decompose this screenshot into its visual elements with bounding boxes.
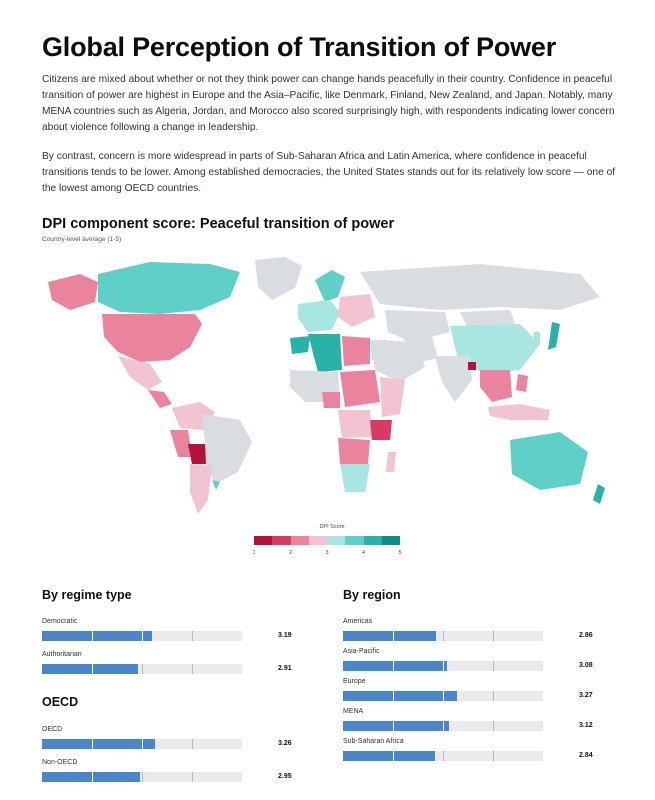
bar-value-label: 2.84 (579, 752, 593, 759)
bar-gridline (142, 631, 143, 641)
bar-item (42, 726, 298, 749)
legend-tick-label: 2 (288, 550, 293, 556)
bar-item (343, 738, 599, 761)
bar-value-label: 3.27 (579, 692, 593, 699)
bar-item (343, 648, 599, 671)
section-title-regime: By regime type (42, 588, 132, 602)
region-tanzania (370, 420, 392, 440)
legend-swatch (272, 536, 290, 545)
bar-category-label: OECD (42, 726, 63, 733)
bar-item (343, 708, 599, 731)
region-philippines (516, 374, 528, 392)
region-southeast-asia (480, 370, 512, 402)
bar-gridline (443, 661, 444, 671)
bar-gridline (142, 664, 143, 674)
bar-gridline (443, 751, 444, 761)
bar-row (42, 739, 298, 749)
bar-gridline (393, 661, 394, 671)
bar-fill (343, 631, 436, 641)
bar-category-label: Asia-Pacific (343, 648, 380, 655)
legend-swatch (309, 536, 327, 545)
bar-value-label: 3.12 (579, 722, 593, 729)
region-morocco (290, 336, 310, 354)
bar-gridline (142, 739, 143, 749)
bar-row (343, 661, 599, 671)
bar-gridline (393, 631, 394, 641)
legend-title: DPI Score (319, 524, 345, 530)
legend-ticks (254, 550, 400, 560)
bar-item (42, 618, 298, 641)
contrast-paragraph: By contrast, concern is more widespread in parts of Sub-Saharan Africa and Latin America, where confidence in peaceful transitions tends to be lower. Among established democracies, the United States stands out for its relatively low score — one of the lowest among OECD countries. (42, 151, 616, 194)
section-title-oecd: OECD (42, 695, 79, 709)
page-title: Global Perception of Transition of Power (42, 32, 557, 62)
region-usa (102, 314, 202, 362)
region-greenland (255, 257, 302, 300)
bar-value-label: 2.91 (278, 665, 292, 672)
region-india (435, 356, 472, 402)
bar-category-label: Authoritarian (42, 651, 82, 658)
legend-tick-label: 4 (361, 550, 366, 556)
bar-gridline (393, 751, 394, 761)
region-madagascar (386, 452, 396, 472)
bar-fill (343, 661, 447, 671)
legend-color-scale (254, 536, 400, 545)
bar-gridline (92, 739, 93, 749)
legend-tick-label: 3 (325, 550, 329, 556)
bar-row (42, 664, 298, 674)
bar-gridline (493, 691, 494, 701)
legend-swatch (364, 536, 382, 545)
bar-value-label: 3.19 (278, 632, 292, 639)
world-choropleth-map (40, 252, 620, 522)
bar-gridline (393, 721, 394, 731)
legend-swatch (382, 536, 400, 545)
bar-gridline (393, 691, 394, 701)
bar-category-label: MENA (343, 708, 364, 715)
legend-swatch (327, 536, 345, 545)
region-southern-africa (340, 464, 370, 492)
bar-gridline (443, 631, 444, 641)
map-subtitle: Country-level average (1-5) (42, 236, 122, 243)
legend-swatch (345, 536, 363, 545)
region-bolivia (188, 444, 208, 464)
bar-category-label: Sub-Saharan Africa (343, 738, 404, 745)
bar-gridline (192, 664, 193, 674)
bar-category-label: Democratic (42, 618, 78, 625)
legend-swatch (291, 536, 309, 545)
region-central-africa (340, 370, 380, 407)
bar-item (343, 678, 599, 701)
region-peru (170, 430, 192, 457)
bar-fill (42, 664, 138, 674)
region-canada (98, 262, 240, 314)
region-indonesia (488, 404, 550, 420)
region-egypt (370, 340, 388, 360)
region-russia (360, 264, 600, 310)
bar-fill (343, 691, 457, 701)
bar-gridline (443, 721, 444, 731)
bar-gridline (493, 751, 494, 761)
region-new-zealand (593, 484, 605, 504)
legend-swatch (254, 536, 272, 545)
region-east-africa (380, 377, 405, 417)
bar-gridline (493, 721, 494, 731)
bar-fill (343, 721, 449, 731)
region-central-america (148, 390, 172, 408)
bar-row (343, 691, 599, 701)
region-australia (510, 432, 588, 490)
bar-category-label: Non-OECD (42, 759, 78, 766)
bar-gridline (443, 691, 444, 701)
bar-gridline (493, 631, 494, 641)
region-japan (548, 322, 560, 350)
bar-category-label: Americas (343, 618, 373, 625)
bar-fill (42, 631, 152, 641)
bar-value-label: 2.95 (278, 773, 292, 780)
bar-row (42, 631, 298, 641)
bar-value-label: 3.26 (278, 740, 292, 747)
bar-fill (343, 751, 435, 761)
bar-item (343, 618, 599, 641)
region-bangladesh (468, 362, 476, 370)
map-title: DPI component score: Peaceful transition of power (42, 216, 395, 232)
section-title-region: By region (343, 588, 401, 602)
bar-gridline (92, 664, 93, 674)
region-angola-zambia (338, 438, 370, 464)
region-algeria (308, 334, 342, 372)
bar-gridline (92, 772, 93, 782)
bar-gridline (493, 661, 494, 671)
bar-gridline (192, 631, 193, 641)
bar-row (343, 631, 599, 641)
bar-value-label: 2.86 (579, 632, 593, 639)
region-alaska (48, 274, 98, 310)
bar-gridline (92, 631, 93, 641)
bar-row (42, 772, 298, 782)
bar-gridline (192, 772, 193, 782)
region-argentina-chile (190, 464, 212, 514)
bar-row (343, 721, 599, 731)
region-eastern-europe (338, 294, 375, 327)
region-korea (534, 332, 540, 344)
bar-row (343, 751, 599, 761)
intro-paragraph: Citizens are mixed about whether or not they think power can change hands peacefully in their country. Confidence in peaceful transition of power are highest in Europe and the Asia–Pacific, like Denmark, Finland, New Zealand, and Japan. Notably, many MENA countries such as Algeria, Jordan, and Morocco also scored surprisingly high, with respondents indicating lower concern about violence following a change in leadership. (42, 74, 615, 133)
legend-tick-label: 5 (398, 550, 402, 556)
legend-tick-label: 1 (252, 550, 256, 556)
bar-category-label: Europe (343, 678, 366, 685)
region-libya (342, 336, 370, 366)
bar-value-label: 3.08 (579, 662, 593, 669)
bar-fill (42, 739, 155, 749)
region-western-europe (298, 300, 340, 332)
region-nigeria (322, 392, 340, 408)
bar-item (42, 759, 298, 782)
region-drc (338, 410, 372, 438)
bar-fill (42, 772, 140, 782)
bar-gridline (142, 772, 143, 782)
bar-item (42, 651, 298, 674)
bar-gridline (192, 739, 193, 749)
